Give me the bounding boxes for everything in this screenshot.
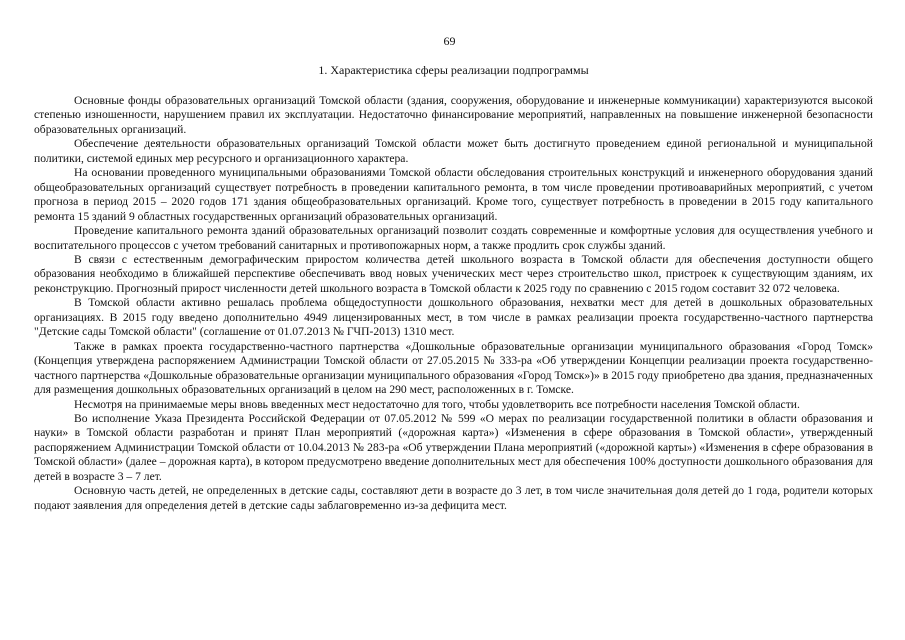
paragraph-10: Основную часть детей, не определенных в детские сады, составляют дети в возрасте до 3 лет, в том числе значительная доля детей до 1 года, родители которых подают заявления для определения детей в детские сады заблаговременно из-за дефицита мест. xyxy=(34,484,873,512)
body-text xyxy=(34,94,873,513)
page-number: 69 xyxy=(443,34,456,48)
paragraph-6: В Томской области активно решалась проблема общедоступности дошкольного образования, нехватки мест для детей в дошкольных образовательных организациях. В 2015 году введено дополнительно 4949 лицензированных мест, в том числе в рамках реализации проекта государственно-частного партнерства "Детские сады Томской области" (соглашение от 01.07.2013 № ГЧП-2013) 1310 мест. xyxy=(34,296,873,339)
paragraph-5: В связи с естественным демографическим приростом количества детей школьного возраста в Томской области для обеспечения доступности общего образования необходимо в ближайшей перспективе обеспечивать ввод новых ученических мест через строительство школ, пристроек к существующим зданиям, их реконструкцию. Прогнозный прирост численности детей школьного возраста в Томской области к 2025 году по сравнению с 2015 годом составит 32 072 человека. xyxy=(34,252,873,295)
paragraph-8: Несмотря на принимаемые меры вновь введенных мест недостаточно для того, чтобы удовлетворить все потребности населения Томской области. xyxy=(74,397,800,411)
paragraph-7: Также в рамках проекта государственно-частного партнерства «Дошкольные образовательные организации муниципального образования «Город Томск» (Концепция утверждена распоряжением Администрации Томской области от 27.05.2015 № 333-ра «Об утверждении Концепции реализации проекта государственно-частного партнерства «Дошкольные образовательные организации муниципального образования «Город Томск»)» в 2015 году приобретено два здания, предназначенных для размещения дошкольных образовательных организаций в целом на 290 мест, расположенных в г. Томске. xyxy=(34,339,873,397)
paragraph-9: Во исполнение Указа Президента Российской Федерации от 07.05.2012 № 599 «О мерах по реализации государственной политики в области образования и науки» в Томской области разработан и принят План мероприятий («дорожная карта») «Изменения в сфере образования в Томской области», утвержденный распоряжением Администрации Томской области от 10.04.2013 № 283-ра «Об утверждении Плана мероприятий («дорожной карты») «Изменения в сфере образования в Томской области» (далее – дорожная карта), в котором предусмотрено введение дополнительных мест для обеспечения 100% доступности дошкольного образования для детей в возрасте 3 – 7 лет. xyxy=(34,411,873,483)
paragraph-1: Основные фонды образовательных организаций Томской области (здания, сооружения, оборудование и инженерные коммуникации) характеризуются высокой степенью изношенности, нарушением правил их эксплуатации. Недостаточно финансирование мероприятий, направленных на повышение инженерной безопасности образовательных организаций. xyxy=(34,94,873,136)
paragraph-2: Обеспечение деятельности образовательных организаций Томской области может быть достигнуто проведением единой региональной и муниципальной политики, системой единых мер ресурсного и организационного характера. xyxy=(34,137,873,165)
paragraph-4: Проведение капитального ремонта зданий образовательных организаций позволит создать современные и комфортные условия для осуществления учебного и воспитательного процессов с учетом требований санитарных и противопожарных норм, а также продлить срок службы зданий. xyxy=(34,224,873,252)
section-title: 1. Характеристика сферы реализации подпрограммы xyxy=(318,63,589,77)
paragraph-3: На основании проведенного муниципальными образованиями Томской области обследования строительных конструкций и инженерного оборудования зданий общеобразовательных организаций существует потребность в проведении капитального ремонта, в том числе проведении противоаварийных мероприятий, с учетом прогноза в период 2015 – 2020 годов 171 здания общеобразовательных организаций. Кроме того, существует потребность в проведении в 2015 году капитального ремонта 15 зданий 9 областных государственных организаций образовательных организаций. xyxy=(34,166,873,223)
